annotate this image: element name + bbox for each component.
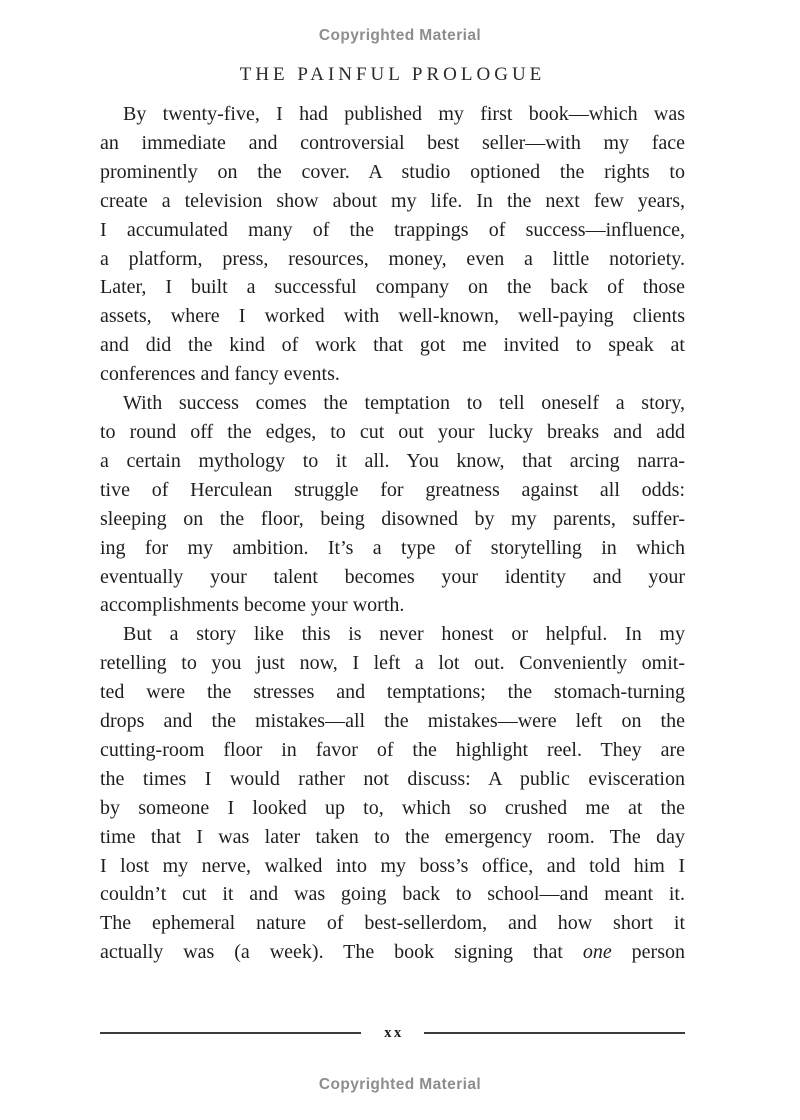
text-line: drops and the mistakes—all the mistakes—were left on the	[100, 710, 685, 733]
text-line: accomplishments become your worth.	[100, 594, 405, 617]
chapter-title: THE PAINFUL PROLOGUE	[239, 64, 546, 85]
text-segment: actually was (a week). The book signing that	[100, 941, 583, 964]
text-line: a platform, press, resources, money, even a little notoriety.	[100, 247, 685, 270]
text-line: By twenty-five, I had published my first book—which was	[123, 103, 685, 125]
copyright-notice-bottom: Copyrighted Material	[318, 1076, 482, 1093]
text-line: retelling to you just now, I left a lot out. Conveniently omit-	[100, 652, 685, 675]
paragraph	[100, 389, 685, 620]
text-line: the times I would rather not discuss: A public evisceration	[100, 767, 685, 790]
text-line: But a story like this is never honest or helpful. In my	[123, 623, 685, 646]
text-line: by someone I looked up to, which so crushed me at the	[100, 796, 685, 819]
text-line: tive of Herculean struggle for greatness against all odds:	[100, 478, 685, 501]
text-line	[100, 938, 685, 967]
text-line: assets, where I worked with well-known, well-paying clients	[100, 305, 685, 328]
text-line: sleeping on the floor, being disowned by my parents, suffer-	[100, 507, 685, 530]
text-line: prominently on the cover. A studio optioned the rights to	[100, 160, 685, 183]
footer-rule-right	[424, 1032, 685, 1034]
text-line: a certain mythology to it all. You know, that arcing narra-	[100, 449, 685, 472]
text-line: ing for my ambition. It’s a type of storytelling in which	[100, 536, 685, 559]
paragraph	[100, 620, 685, 967]
paragraph	[100, 100, 685, 389]
text-line: couldn’t cut it and was going back to school—and meant it.	[100, 883, 685, 906]
page-footer	[100, 1026, 685, 1041]
italic-text: one	[582, 941, 612, 964]
page-number: xx	[384, 1025, 404, 1041]
text-line: to round off the edges, to cut out your lucky breaks and add	[100, 420, 685, 443]
text-line: and did the kind of work that got me invited to speak at	[100, 334, 685, 357]
text-line: The ephemeral nature of best-sellerdom, and how short it	[100, 912, 685, 935]
copyright-notice-top: Copyrighted Material	[318, 27, 482, 44]
text-segment: person	[611, 941, 685, 964]
text-line: eventually your talent becomes your identity and your	[100, 565, 685, 588]
text-line: I accumulated many of the trappings of success—influence,	[100, 218, 685, 241]
footer-rule-left	[100, 1032, 361, 1034]
text-line: With success comes the temptation to tell oneself a story,	[123, 392, 685, 415]
text-line: Later, I built a successful company on the back of those	[100, 276, 685, 299]
body-text	[100, 100, 685, 967]
text-line: I lost my nerve, walked into my boss’s office, and told him I	[100, 854, 685, 877]
text-line: ted were the stresses and temptations; the stomach-turning	[100, 681, 685, 704]
text-line: time that I was later taken to the emergency room. The day	[100, 825, 685, 848]
text-line: create a television show about my life. In the next few years,	[100, 189, 685, 212]
text-line: conferences and fancy events.	[100, 363, 340, 386]
text-line: cutting-room floor in favor of the highlight reel. They are	[100, 738, 685, 761]
text-line: an immediate and controversial best seller—with my face	[100, 131, 685, 154]
